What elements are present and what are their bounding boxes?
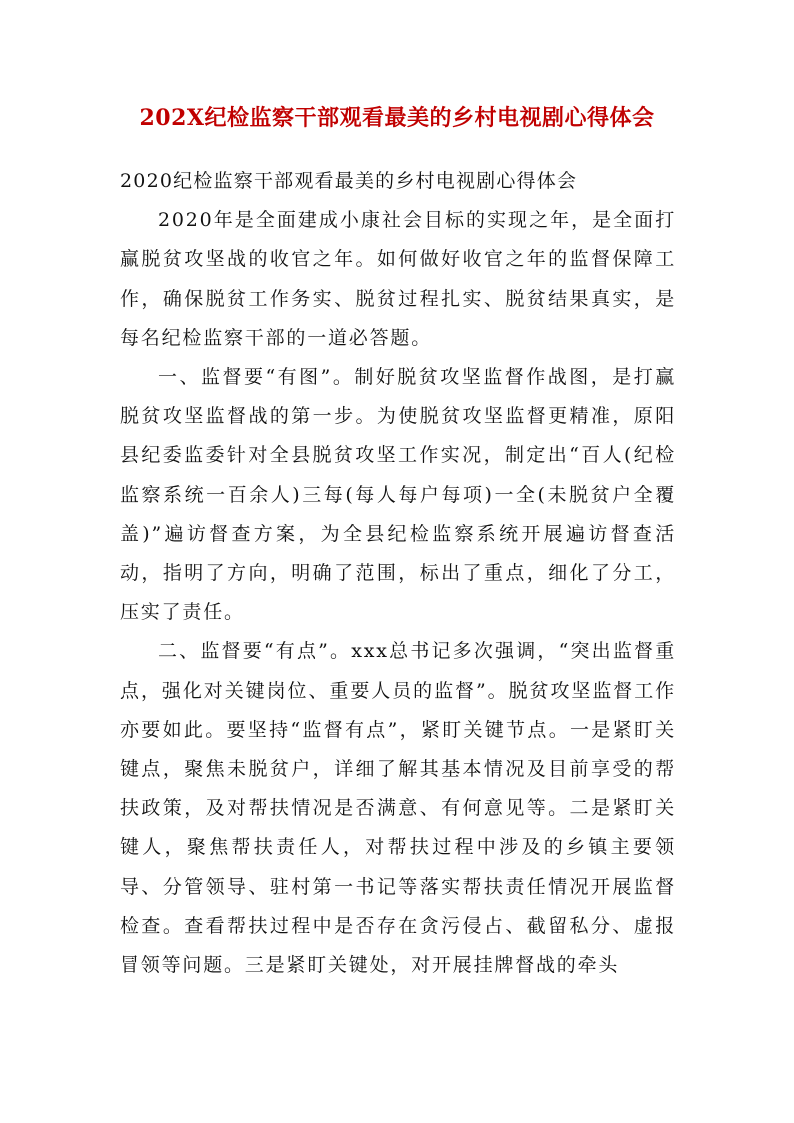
paragraph-section-one: 一、监督要“有图”。制好脱贫攻坚监督作战图，是打赢脱贫攻坚监督战的第一步。为使脱贫攻坚监督更精准，原阳县纪委监委针对全县脱贫攻坚工作实况，制定出“百人(纪检监察系统一百余人)三每(每人每户每项)一全(未脱贫户全覆盖)”遍访督查方案，为全县纪检监察系统开展遍访督查活动，指明了方向，明确了范围，标出了重点，细化了分工，压实了责任。 bbox=[120, 366, 676, 624]
paragraph-section-two: 二、监督要“有点”。xxx总书记多次强调，“突出监督重点，强化对关键岗位、重要人员的监督”。脱贫攻坚监督工作亦要如此。要坚持“监督有点”，紧盯关键节点。一是紧盯关键点，聚焦未脱贫户，详细了解其基本情况及目前享受的帮扶政策，及对帮扶情况是否满意、有何意见等。二是紧盯关键人，聚焦帮扶责任人，对帮扶过程中涉及的乡镇主要领导、分管领导、驻村第一书记等落实帮扶责任情况开展监督检查。查看帮扶过程中是否存在贪污侵占、截留私分、虚报冒领等问题。三是紧盯关键处，对开展挂牌督战的牵头 bbox=[120, 640, 676, 977]
document-title: 202X纪检监察干部观看最美的乡村电视剧心得体会 bbox=[139, 105, 655, 131]
document-subtitle: 2020纪检监察干部观看最美的乡村电视剧心得体会 bbox=[120, 170, 578, 192]
paragraph-intro: 2020年是全面建成小康社会目标的实现之年，是全面打赢脱贫攻坚战的收官之年。如何做好收官之年的监督保障工作，确保脱贫工作务实、脱贫过程扎实、脱贫结果真实，是每名纪检监察干部的一道必答题。 bbox=[120, 209, 676, 349]
document-body bbox=[120, 162, 676, 985]
